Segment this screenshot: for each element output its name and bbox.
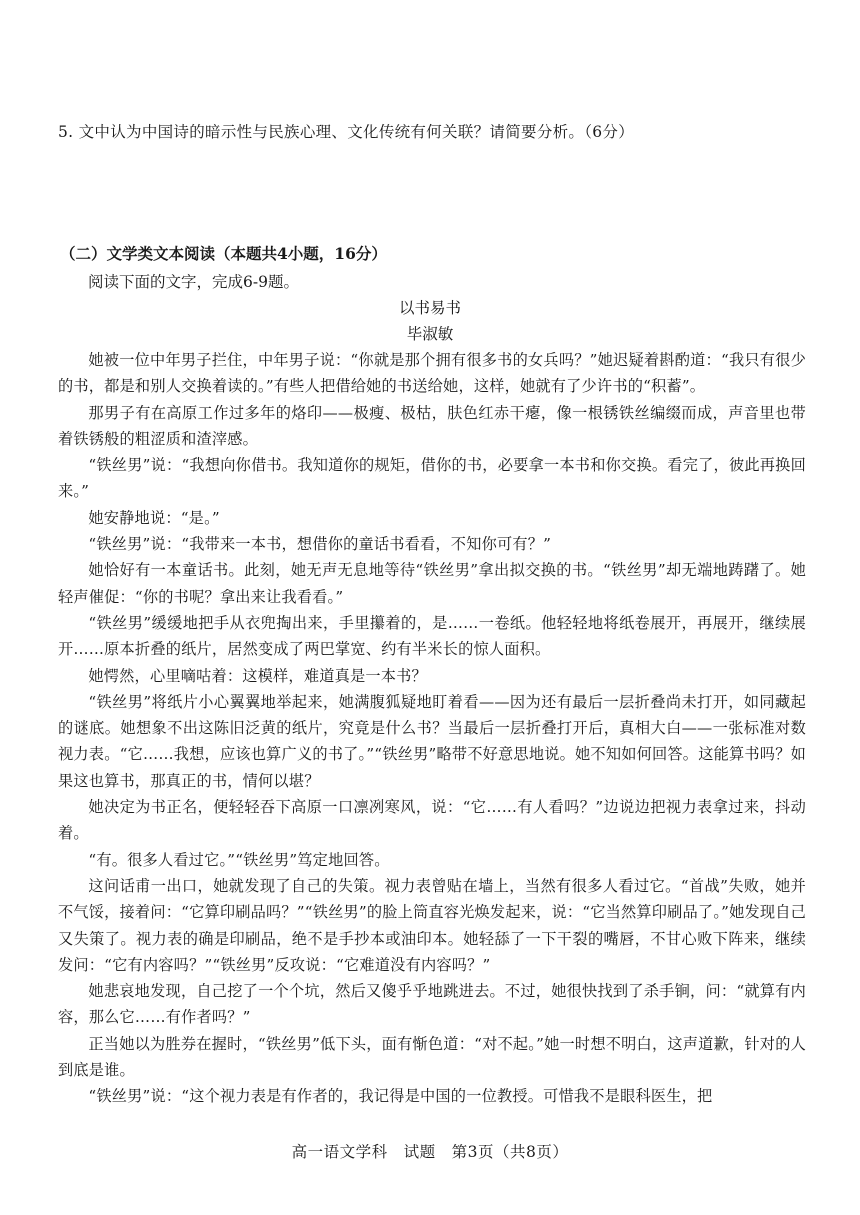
story-paragraph: 这问话甫一出口，她就发现了自己的失策。视力表曾贴在墙上，当然有很多人看过它。“首战”失败，她并不气馁，接着问：“它算印刷品吗？”“铁丝男”的脸上筒直容光焕发起来，说：“它当然算印刷品了。”她发现自己又失策了。视力表的确是印刷品，绝不是手抄本或油印本。她轻舔了一下干裂的嘴唇，不甘心败下阵来，继续发问：“它有内容吗？”“铁丝男”反攻说：“它难道没有内容吗？” [58,876,807,974]
story-paragraph: “有。很多人看过它。”“铁丝男”笃定地回答。 [88,850,390,869]
story-paragraph: 她决定为书正名，便轻轻吞下高原一口凛冽寒风，说：“它……有人看吗？”边说边把视力表拿过来，抖动着。 [58,798,806,843]
story-paragraph: 那男子有在高原工作过多年的烙印——极瘦、极枯，肤色红赤干瘪，像一根锈铁丝编缀而成，声音里也带着铁锈般的粗涩质和渣滓感。 [58,403,806,448]
story-paragraph: “铁丝男”将纸片小心翼翼地举起来，她满腹狐疑地盯着看——因为还有最后一层折叠尚未打开，如同藏起的谜底。她想象不出这陈旧泛黄的纸片，究竟是什么书？当最后一层折叠打开后，真相大白——一张标准对数视力表。“它……我想，应该也算广义的书了。”“铁丝男”略带不好意思地说。她不知如何回答。这能算书吗？如果这也算书，那真正的书，情何以堪？ [58,692,806,790]
story-paragraph: 她恰好有一本童话书。此刻，她无声无息地等待“铁丝男”拿出拟交换的书。“铁丝男”却无端地踌躇了。她轻声催促：“你的书呢？拿出来让我看看。” [58,561,806,606]
story-paragraph: 她悲哀地发现，自己挖了一个个坑，然后又傻乎乎地跳进去。不过，她很快找到了杀手锏，问：“就算有内容，那么它……有作者吗？” [58,982,806,1027]
section-heading: （二）文学类文本阅读（本题共4小题，16分） [60,244,387,263]
reading-instructions: 阅读下面的文字，完成6-9题。 [88,273,299,291]
story-paragraph: 她被一位中年男子拦住，中年男子说：“你就是那个拥有很多书的女兵吗？”她迟疑着斟酌道：“我只有很少的书，都是和别人交换着读的。”有些人把借给她的书送给她，这样，她就有了少许书的“积蓄”。 [58,351,806,396]
story-paragraph: 她安静地说：“是。” [88,508,220,527]
story-title: 以书易书 [398,299,461,317]
story-paragraph: “铁丝男”说：“我想向你借书。我知道你的规矩，借你的书，必要拿一本书和你交换。看完了，彼此再换回来。” [58,456,806,501]
story-body [58,347,806,1110]
story-author: 毕淑敏 [406,325,454,343]
story-paragraph: “铁丝男”说：“这个视力表是有作者的，我记得是中国的一位教授。可惜我不是眼科医生，把 [88,1087,713,1106]
story-paragraph: “铁丝男”缓缓地把手从衣兜掏出来，手里攥着的，是……一卷纸。他轻轻地将纸卷展开，再展开，继续展开……原本折叠的纸片，居然变成了两巴掌宽、约有半米长的惊人面积。 [58,613,806,659]
story-paragraph: 她愕然，心里嘀咕着：这模样，难道真是一本书？ [88,666,427,685]
question-5: 5. 文中认为中国诗的暗示性与民族心理、文化传统有何关联？请简要分析。（6分） [58,123,635,141]
page-footer: 高一语文学科 试题 第3页（共8页） [291,1143,569,1161]
story-paragraph: 正当她以为胜券在握时，“铁丝男”低下头，面有惭色道：“对不起。”她一时想不明白，这声道歉，针对的人到底是谁。 [58,1034,806,1080]
story-paragraph: “铁丝男”说：“我带来一本书，想借你的童话书看看，不知你可有？” [88,535,552,554]
